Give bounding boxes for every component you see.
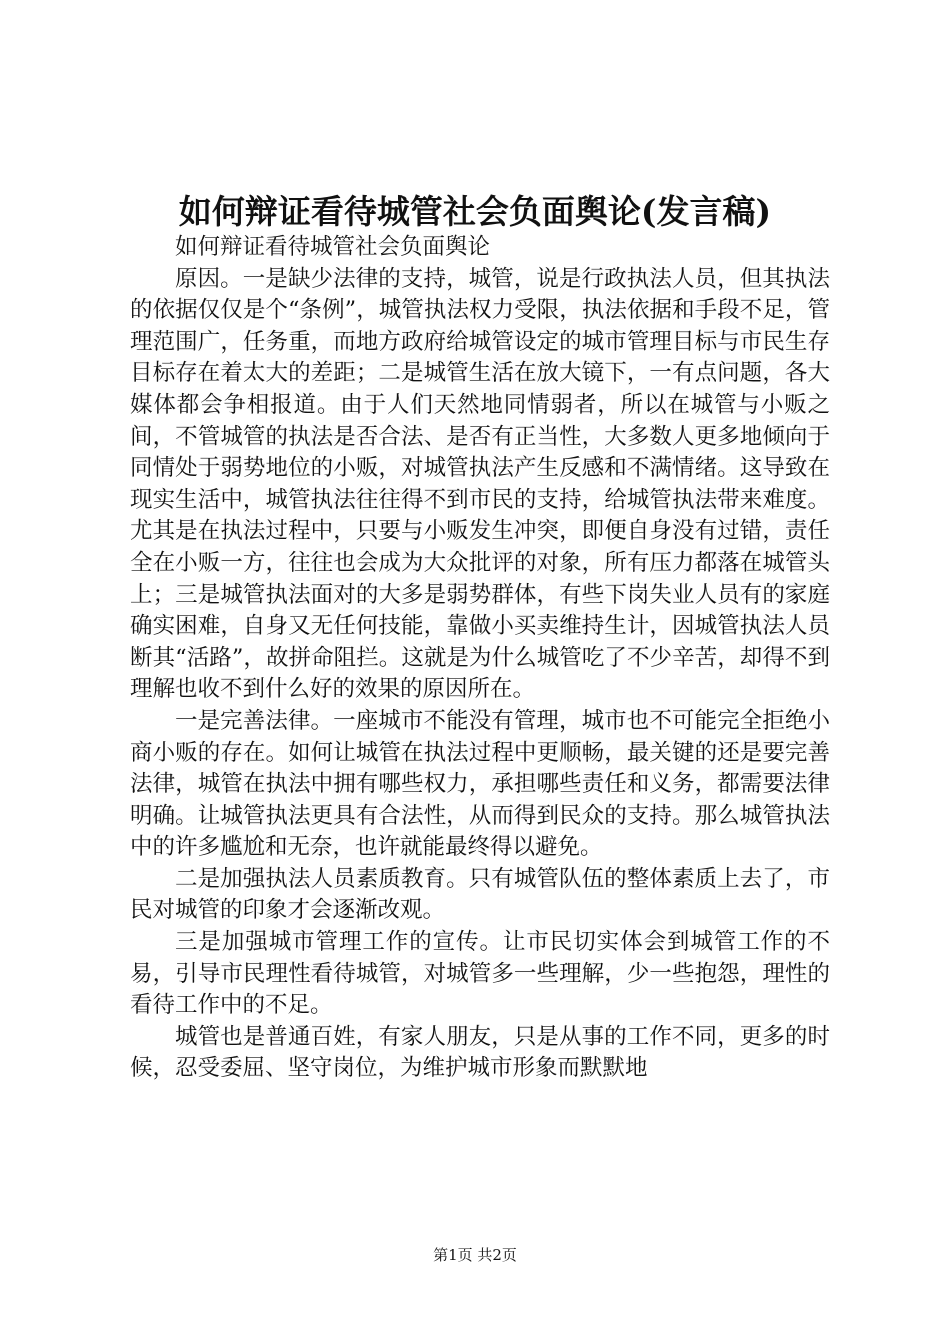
paragraph-causes: 原因。一是缺少法律的支持，城管，说是行政执法人员，但其执法的依据仅仅是个“条例”，城管执法权力受限，执法依据和手段不足，管理范围广，任务重，而地方政府给城管设定的城市管理目标与市民生存目标存在着太大的差距；二是城管生活在放大镜下，一有点问题，各大媒体都会争相报道。由于人们天然地同情弱者，所以在城管与小贩之间，不管城管的执法是否合法、是否有正当性，大多数人更多地倾向于同情处于弱势地位的小贩，对城管执法产生反感和不满情绪。这导致在现实生活中，城管执法往往得不到市民的支持，给城管执法带来难度。尤其是在执法过程中，只要与小贩发生冲突，即便自身没有过错，责任全在小贩一方，往往也会成为大众批评的对象，所有压力都落在城管头上；三是城管执法面对的大多是弱势群体，有些下岗失业人员有的家庭确实困难，自身又无任何技能，靠做小买卖维持生计，因城管执法人员断其“活路”，故拼命阻拦。这就是为什么城管吃了不少辛苦，却得不到理解也收不到什么好的效果的原因所在。 bbox=[130, 265, 830, 703]
subtitle-paragraph: 如何辩证看待城管社会负面舆论 bbox=[175, 234, 491, 260]
document-title: 如何辩证看待城管社会负面舆论(发言稿) bbox=[178, 192, 772, 231]
page-number-footer: 第1页 共2页 bbox=[433, 1246, 517, 1264]
paragraph-point-two: 二是加强执法人员素质教育。只有城管队伍的整体素质上去了，市民对城管的印象才会逐渐改观。 bbox=[130, 865, 830, 924]
paragraph-closing: 城管也是普通百姓，有家人朋友，只是从事的工作不同，更多的时候，忍受委屈、坚守岗位，为维护城市形象而默默地 bbox=[130, 1023, 830, 1082]
paragraph-point-one: 一是完善法律。一座城市不能没有管理，城市也不可能完全拒绝小商小贩的存在。如何让城管在执法过程中更顺畅，最关键的还是要完善法律，城管在执法中拥有哪些权力，承担哪些责任和义务，都需要法律明确。让城管执法更具有合法性，从而得到民众的支持。那么城管执法中的许多尴尬和无奈，也许就能最终得以避免。 bbox=[130, 707, 830, 861]
document-body bbox=[130, 232, 830, 1085]
paragraph-point-three: 三是加强城市管理工作的宣传。让市民切实体会到城管工作的不易，引导市民理性看待城管，对城管多一些理解，少一些抱怨，理性的看待工作中的不足。 bbox=[130, 929, 830, 1019]
